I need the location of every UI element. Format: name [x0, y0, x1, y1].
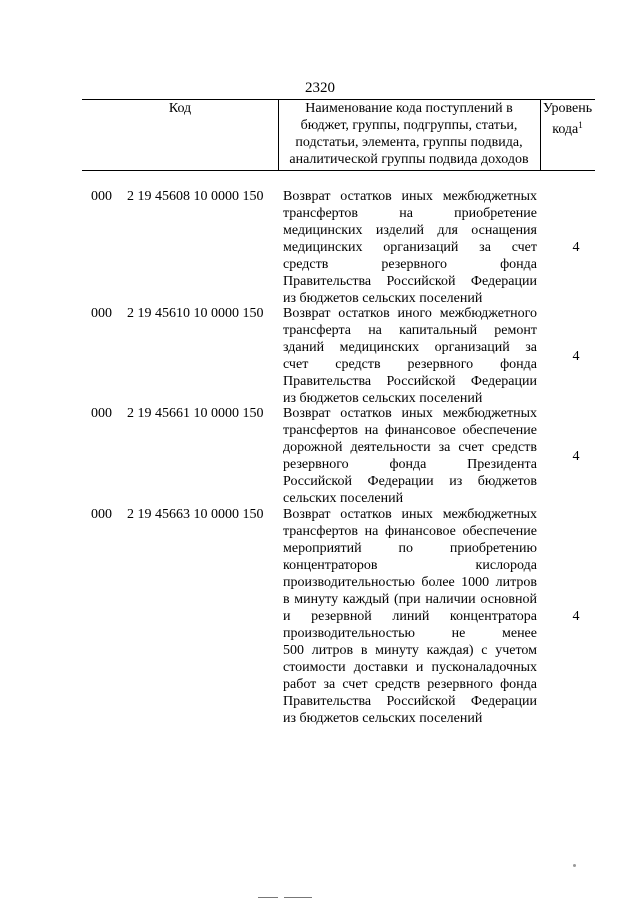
footer-mark	[284, 897, 312, 898]
admin-code: 000	[91, 306, 112, 321]
revenue-name-line: медицинских изделий для оснащения	[283, 223, 537, 238]
revenue-name-line: производительностью более 1000 литров	[283, 575, 537, 590]
admin-code: 000	[91, 507, 112, 522]
revenue-name	[283, 405, 537, 507]
revenue-name-line: дорожной деятельности за счет средств	[283, 440, 537, 455]
header-level-line-2	[540, 117, 595, 138]
revenue-name-line: трансфертов на финансовое обеспечение	[283, 423, 537, 438]
header-code-column	[82, 100, 279, 170]
header-level-column	[540, 100, 595, 170]
revenue-name-line: 500 литров в минуту каждая) с учетом	[283, 643, 537, 658]
revenue-name-line: сельских поселений	[283, 491, 404, 506]
code-level: 4	[572, 609, 580, 624]
code-level: 4	[572, 240, 580, 255]
header-level-line: Уровень	[542, 101, 593, 116]
revenue-name-line: зданий медицинских организаций за	[283, 340, 537, 355]
revenue-name-line: медицинских организаций за счет	[283, 240, 537, 255]
header-code-label: Код	[168, 101, 192, 116]
revenue-name	[283, 188, 537, 307]
revenue-name-line: мероприятий по приобретению	[283, 541, 537, 556]
header-name-line: аналитической группы подвида доходов	[289, 152, 529, 167]
page-number: 2320	[305, 80, 335, 96]
revenue-name-line: Правительства Российской Федерации	[283, 694, 537, 709]
revenue-name-line: Правительства Российской Федерации	[283, 374, 537, 389]
admin-code: 000	[91, 189, 112, 204]
revenue-name-line: Возврат остатков иного межбюджетного	[283, 306, 537, 321]
header-name-line: Наименование кода поступлений в	[305, 101, 513, 116]
revenue-code: 2 19 45661 10 0000 150	[127, 406, 264, 421]
header-name-line: бюджет, группы, подгруппы, статьи,	[300, 118, 518, 133]
revenue-name-line: Возврат остатков иных межбюджетных	[283, 189, 537, 204]
revenue-name-line: и резервной линий концентратора	[283, 609, 537, 624]
scan-artifact	[573, 864, 576, 867]
admin-code: 000	[91, 406, 112, 421]
revenue-name-line: из бюджетов сельских поселений	[283, 711, 483, 726]
revenue-name-line: средств резервного фонда	[283, 257, 537, 272]
code-level: 4	[572, 349, 580, 364]
revenue-name-line: Правительства Российской Федерации	[283, 274, 537, 289]
revenue-name-line: из бюджетов сельских поселений	[283, 291, 483, 306]
header-level-label: кода	[552, 122, 579, 137]
revenue-name-line: резервного фонда Президента	[283, 457, 537, 472]
revenue-code: 2 19 45663 10 0000 150	[127, 507, 264, 522]
table-header	[82, 99, 595, 171]
revenue-code: 2 19 45610 10 0000 150	[127, 306, 264, 321]
revenue-name-line: счет средств резервного фонда	[283, 357, 537, 372]
header-name-column	[278, 100, 541, 170]
footnote-marker: 1	[578, 120, 583, 130]
revenue-code: 2 19 45608 10 0000 150	[127, 189, 264, 204]
revenue-name-line: Возврат остатков иных межбюджетных	[283, 406, 537, 421]
revenue-name-line: трансфертов на приобретение	[283, 206, 537, 221]
revenue-name-line: концентраторов кислорода	[283, 558, 537, 573]
revenue-name-line: производительностью не менее	[283, 626, 537, 641]
revenue-name-line: работ за счет средств резервного фонда	[283, 677, 537, 692]
code-level: 4	[572, 449, 580, 464]
revenue-name-line: трансфертов на финансовое обеспечение	[283, 524, 537, 539]
revenue-name-line: из бюджетов сельских поселений	[283, 391, 483, 406]
revenue-name-line: стоимости доставки и пусконаладочных	[283, 660, 537, 675]
revenue-name-line: Российской Федерации из бюджетов	[283, 474, 537, 489]
revenue-name	[283, 506, 537, 727]
header-name-line: подстатьи, элемента, группы подвида,	[295, 135, 523, 150]
revenue-name-line: Возврат остатков иных межбюджетных	[283, 507, 537, 522]
footer-mark	[258, 897, 278, 898]
revenue-name-line: в минуту каждый (при наличии основной	[283, 592, 537, 607]
revenue-name-line: трансферта на капитальный ремонт	[283, 323, 537, 338]
revenue-name	[283, 305, 537, 407]
